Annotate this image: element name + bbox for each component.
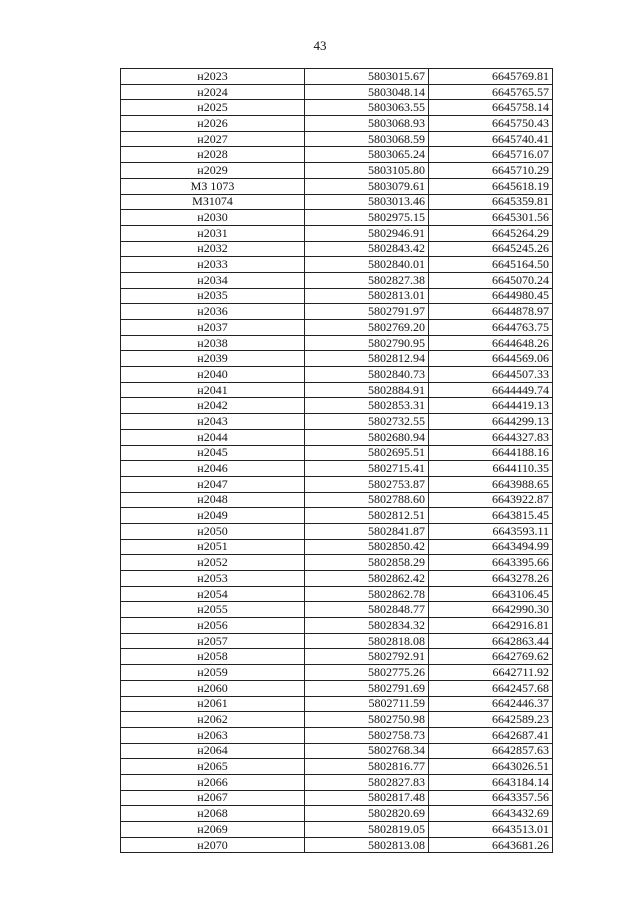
point-id-cell: н2032: [121, 241, 305, 257]
table-row: [121, 774, 553, 790]
table-row: [121, 398, 553, 414]
point-id-cell: н2037: [121, 320, 305, 336]
x-coordinate-cell: 5802848.77: [305, 602, 429, 618]
x-coordinate-cell: 5802695.51: [305, 445, 429, 461]
x-coordinate-cell: 5802862.42: [305, 571, 429, 587]
point-id-cell: н2050: [121, 523, 305, 539]
table-row: [121, 429, 553, 445]
point-id-cell: н2070: [121, 837, 305, 853]
point-id-cell: н2066: [121, 774, 305, 790]
point-id-cell: н2047: [121, 476, 305, 492]
point-id-cell: н2067: [121, 790, 305, 806]
point-id-cell: н2041: [121, 382, 305, 398]
table-row: [121, 508, 553, 524]
x-coordinate-cell: 5803063.55: [305, 100, 429, 116]
y-coordinate-cell: 6643432.69: [429, 806, 553, 822]
point-id-cell: н2051: [121, 539, 305, 555]
y-coordinate-cell: 6644110.35: [429, 461, 553, 477]
x-coordinate-cell: 5802827.38: [305, 272, 429, 288]
y-coordinate-cell: 6645264.29: [429, 225, 553, 241]
x-coordinate-cell: 5802813.08: [305, 837, 429, 853]
point-id-cell: н2061: [121, 696, 305, 712]
table-row: [121, 367, 553, 383]
x-coordinate-cell: 5802840.73: [305, 367, 429, 383]
y-coordinate-cell: 6643026.51: [429, 759, 553, 775]
x-coordinate-cell: 5802946.91: [305, 225, 429, 241]
y-coordinate-cell: 6642857.63: [429, 743, 553, 759]
x-coordinate-cell: 5802850.42: [305, 539, 429, 555]
point-id-cell: н2059: [121, 665, 305, 681]
point-id-cell: н2046: [121, 461, 305, 477]
x-coordinate-cell: 5802816.77: [305, 759, 429, 775]
x-coordinate-cell: 5803013.46: [305, 194, 429, 210]
point-id-cell: н2057: [121, 633, 305, 649]
table-row: [121, 476, 553, 492]
y-coordinate-cell: 6642457.68: [429, 680, 553, 696]
y-coordinate-cell: 6645765.57: [429, 84, 553, 100]
table-row: [121, 743, 553, 759]
point-id-cell: н2030: [121, 210, 305, 226]
table-row: [121, 461, 553, 477]
x-coordinate-cell: 5802788.60: [305, 492, 429, 508]
table-row: [121, 571, 553, 587]
x-coordinate-cell: 5802791.97: [305, 304, 429, 320]
table-row: [121, 822, 553, 838]
point-id-cell: н2045: [121, 445, 305, 461]
point-id-cell: н2043: [121, 414, 305, 430]
point-id-cell: н2042: [121, 398, 305, 414]
y-coordinate-cell: 6643395.66: [429, 555, 553, 571]
x-coordinate-cell: 5803048.14: [305, 84, 429, 100]
y-coordinate-cell: 6644878.97: [429, 304, 553, 320]
table-row: [121, 320, 553, 336]
y-coordinate-cell: 6642916.81: [429, 618, 553, 634]
x-coordinate-cell: 5802758.73: [305, 727, 429, 743]
table-row: [121, 523, 553, 539]
y-coordinate-cell: 6643593.11: [429, 523, 553, 539]
y-coordinate-cell: 6645359.81: [429, 194, 553, 210]
point-id-cell: н2056: [121, 618, 305, 634]
coordinates-table: [120, 68, 553, 853]
y-coordinate-cell: 6645618.19: [429, 178, 553, 194]
point-id-cell: н2054: [121, 586, 305, 602]
y-coordinate-cell: 6644188.16: [429, 445, 553, 461]
x-coordinate-cell: 5802790.95: [305, 335, 429, 351]
point-id-cell: н2025: [121, 100, 305, 116]
table-row: [121, 257, 553, 273]
table-row: [121, 84, 553, 100]
point-id-cell: н2031: [121, 225, 305, 241]
point-id-cell: н2034: [121, 272, 305, 288]
y-coordinate-cell: 6644449.74: [429, 382, 553, 398]
y-coordinate-cell: 6645070.24: [429, 272, 553, 288]
table-row: [121, 304, 553, 320]
x-coordinate-cell: 5802768.34: [305, 743, 429, 759]
y-coordinate-cell: 6645740.41: [429, 131, 553, 147]
table-row: [121, 194, 553, 210]
y-coordinate-cell: 6643513.01: [429, 822, 553, 838]
table-row: [121, 727, 553, 743]
y-coordinate-cell: 6643494.99: [429, 539, 553, 555]
x-coordinate-cell: 5802858.29: [305, 555, 429, 571]
point-id-cell: н2044: [121, 429, 305, 445]
x-coordinate-cell: 5803079.61: [305, 178, 429, 194]
point-id-cell: МЗ 1073: [121, 178, 305, 194]
table-row: [121, 288, 553, 304]
table-row: [121, 649, 553, 665]
y-coordinate-cell: 6645750.43: [429, 116, 553, 132]
y-coordinate-cell: 6644648.26: [429, 335, 553, 351]
y-coordinate-cell: 6645716.07: [429, 147, 553, 163]
table-row: [121, 680, 553, 696]
point-id-cell: н2038: [121, 335, 305, 351]
x-coordinate-cell: 5802827.83: [305, 774, 429, 790]
y-coordinate-cell: 6644763.75: [429, 320, 553, 336]
y-coordinate-cell: 6645769.81: [429, 69, 553, 85]
y-coordinate-cell: 6644980.45: [429, 288, 553, 304]
x-coordinate-cell: 5802818.08: [305, 633, 429, 649]
y-coordinate-cell: 6645301.56: [429, 210, 553, 226]
x-coordinate-cell: 5802841.87: [305, 523, 429, 539]
table-row: [121, 272, 553, 288]
y-coordinate-cell: 6643357.56: [429, 790, 553, 806]
y-coordinate-cell: 6645245.26: [429, 241, 553, 257]
point-id-cell: н2055: [121, 602, 305, 618]
y-coordinate-cell: 6644507.33: [429, 367, 553, 383]
table-row: [121, 100, 553, 116]
y-coordinate-cell: 6643815.45: [429, 508, 553, 524]
x-coordinate-cell: 5802753.87: [305, 476, 429, 492]
table-row: [121, 335, 553, 351]
x-coordinate-cell: 5802862.78: [305, 586, 429, 602]
point-id-cell: н2068: [121, 806, 305, 822]
table-row: [121, 116, 553, 132]
point-id-cell: н2033: [121, 257, 305, 273]
table-row: [121, 837, 553, 853]
point-id-cell: н2040: [121, 367, 305, 383]
coordinates-table-body: [121, 69, 553, 853]
table-row: [121, 602, 553, 618]
table-row: [121, 492, 553, 508]
y-coordinate-cell: 6642863.44: [429, 633, 553, 649]
point-id-cell: н2028: [121, 147, 305, 163]
y-coordinate-cell: 6644419.13: [429, 398, 553, 414]
y-coordinate-cell: 6642687.41: [429, 727, 553, 743]
table-row: [121, 225, 553, 241]
table-row: [121, 539, 553, 555]
table-row: [121, 210, 553, 226]
table-row: [121, 618, 553, 634]
x-coordinate-cell: 5802792.91: [305, 649, 429, 665]
table-row: [121, 414, 553, 430]
x-coordinate-cell: 5802711.59: [305, 696, 429, 712]
y-coordinate-cell: 6642769.62: [429, 649, 553, 665]
point-id-cell: н2053: [121, 571, 305, 587]
x-coordinate-cell: 5802884.91: [305, 382, 429, 398]
x-coordinate-cell: 5802732.55: [305, 414, 429, 430]
table-row: [121, 178, 553, 194]
y-coordinate-cell: 6643278.26: [429, 571, 553, 587]
point-id-cell: н2048: [121, 492, 305, 508]
y-coordinate-cell: 6642990.30: [429, 602, 553, 618]
point-id-cell: н2052: [121, 555, 305, 571]
x-coordinate-cell: 5802820.69: [305, 806, 429, 822]
table-row: [121, 759, 553, 775]
page-number: 43: [313, 38, 327, 53]
point-id-cell: н2058: [121, 649, 305, 665]
table-row: [121, 445, 553, 461]
x-coordinate-cell: 5802775.26: [305, 665, 429, 681]
point-id-cell: н2024: [121, 84, 305, 100]
point-id-cell: н2062: [121, 712, 305, 728]
table-row: [121, 147, 553, 163]
y-coordinate-cell: 6642711.92: [429, 665, 553, 681]
point-id-cell: н2064: [121, 743, 305, 759]
x-coordinate-cell: 5802975.15: [305, 210, 429, 226]
table-row: [121, 382, 553, 398]
table-row: [121, 806, 553, 822]
y-coordinate-cell: 6643988.65: [429, 476, 553, 492]
table-row: [121, 586, 553, 602]
y-coordinate-cell: 6644299.13: [429, 414, 553, 430]
x-coordinate-cell: 5802769.20: [305, 320, 429, 336]
y-coordinate-cell: 6643106.45: [429, 586, 553, 602]
table-row: [121, 633, 553, 649]
table-row: [121, 163, 553, 179]
point-id-cell: н2029: [121, 163, 305, 179]
x-coordinate-cell: 5803068.59: [305, 131, 429, 147]
point-id-cell: н2026: [121, 116, 305, 132]
x-coordinate-cell: 5802853.31: [305, 398, 429, 414]
x-coordinate-cell: 5803015.67: [305, 69, 429, 85]
x-coordinate-cell: 5802680.94: [305, 429, 429, 445]
point-id-cell: н2036: [121, 304, 305, 320]
table-row: [121, 131, 553, 147]
table-row: [121, 696, 553, 712]
x-coordinate-cell: 5802840.01: [305, 257, 429, 273]
point-id-cell: н2027: [121, 131, 305, 147]
y-coordinate-cell: 6644569.06: [429, 351, 553, 367]
x-coordinate-cell: 5802834.32: [305, 618, 429, 634]
y-coordinate-cell: 6642589.23: [429, 712, 553, 728]
point-id-cell: н2069: [121, 822, 305, 838]
x-coordinate-cell: 5802819.05: [305, 822, 429, 838]
point-id-cell: н2035: [121, 288, 305, 304]
point-id-cell: н2063: [121, 727, 305, 743]
point-id-cell: н2039: [121, 351, 305, 367]
y-coordinate-cell: 6643681.26: [429, 837, 553, 853]
table-row: [121, 69, 553, 85]
x-coordinate-cell: 5803105.80: [305, 163, 429, 179]
x-coordinate-cell: 5802817.48: [305, 790, 429, 806]
y-coordinate-cell: 6644327.83: [429, 429, 553, 445]
x-coordinate-cell: 5803065.24: [305, 147, 429, 163]
x-coordinate-cell: 5803068.93: [305, 116, 429, 132]
y-coordinate-cell: 6645758.14: [429, 100, 553, 116]
table-row: [121, 790, 553, 806]
x-coordinate-cell: 5802750.98: [305, 712, 429, 728]
y-coordinate-cell: 6645164.50: [429, 257, 553, 273]
y-coordinate-cell: 6642446.37: [429, 696, 553, 712]
x-coordinate-cell: 5802791.69: [305, 680, 429, 696]
point-id-cell: н2023: [121, 69, 305, 85]
table-row: [121, 555, 553, 571]
x-coordinate-cell: 5802715.41: [305, 461, 429, 477]
table-row: [121, 712, 553, 728]
x-coordinate-cell: 5802812.51: [305, 508, 429, 524]
x-coordinate-cell: 5802843.42: [305, 241, 429, 257]
point-id-cell: МЗ1074: [121, 194, 305, 210]
x-coordinate-cell: 5802813.01: [305, 288, 429, 304]
point-id-cell: н2065: [121, 759, 305, 775]
y-coordinate-cell: 6643184.14: [429, 774, 553, 790]
table-row: [121, 351, 553, 367]
y-coordinate-cell: 6643922.87: [429, 492, 553, 508]
table-row: [121, 241, 553, 257]
y-coordinate-cell: 6645710.29: [429, 163, 553, 179]
point-id-cell: н2060: [121, 680, 305, 696]
point-id-cell: н2049: [121, 508, 305, 524]
table-row: [121, 665, 553, 681]
x-coordinate-cell: 5802812.94: [305, 351, 429, 367]
